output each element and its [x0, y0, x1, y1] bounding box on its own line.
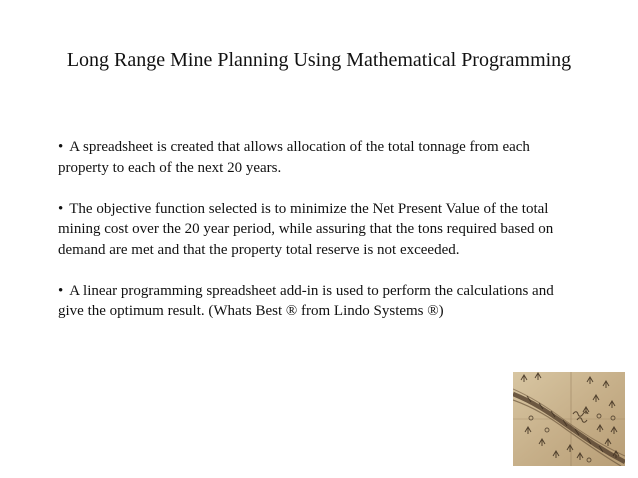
bullet-text-1: A spreadsheet is created that allows allocation of the total tonnage from each property to each of the next 20 years. [58, 139, 530, 176]
bullet-text-3: A linear programming spreadsheet add-in is used to perform the calculations and give the optimum result. (Whats Best ® from Lindo Systems ®) [58, 282, 554, 319]
bullet-marker: • [58, 282, 64, 299]
bullet-item-3 [58, 281, 578, 322]
bullet-marker: • [58, 139, 64, 155]
bullet-item-2 [58, 199, 578, 261]
old-map-image [513, 372, 625, 466]
bullet-item-1 [58, 137, 578, 178]
old-map-illustration [513, 372, 625, 466]
slide-title: Long Range Mine Planning Using Mathematical Programming [66, 49, 572, 71]
bullet-text-2: The objective function selected is to minimize the Net Present Value of the total mining cost over the 20 year period, while assuring that the tons required based on demand are met and that the property total reserve is not exceeded. [58, 200, 554, 258]
bullet-list [58, 137, 578, 322]
bullet-marker: • [58, 200, 64, 217]
